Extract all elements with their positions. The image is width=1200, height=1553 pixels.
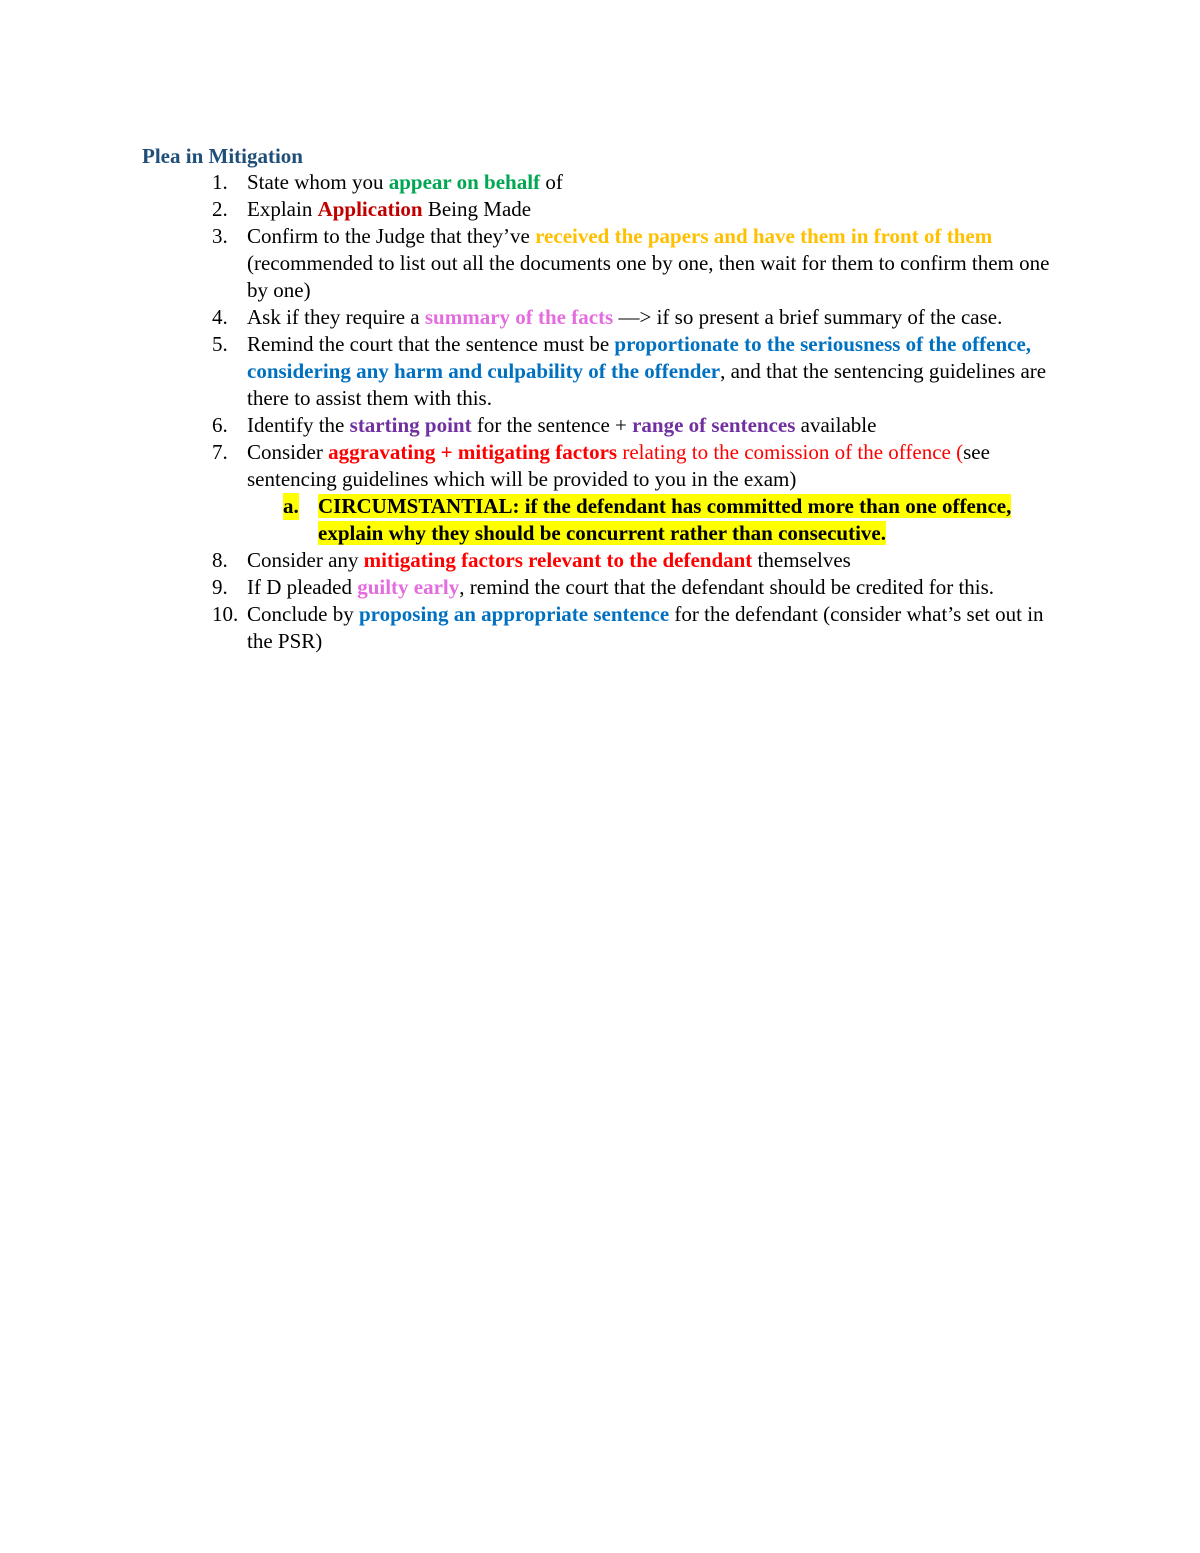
sub-item-a [0, 493, 1058, 547]
item-text: —> if so present a brief summary of the case. [613, 305, 1003, 329]
list-number: 8. [212, 548, 228, 572]
item-text: Consider [247, 440, 329, 464]
item-text: State whom you [247, 170, 389, 194]
item-text: Ask if they require a [247, 305, 425, 329]
keyword-summary-of-facts: summary of the facts [424, 305, 614, 329]
item-text: Confirm to the Judge that they’ve [247, 224, 536, 248]
item-text: Identify the [247, 413, 350, 437]
list-number: 3. [212, 224, 228, 248]
item-text: Being Made [422, 197, 532, 221]
keyword-aggravating-mitigating: aggravating + mitigating factors [328, 440, 618, 464]
item-text: Explain [247, 197, 318, 221]
item-text: available [795, 413, 877, 437]
keyword-starting-point: starting point [349, 413, 472, 437]
keyword-proportionate: proportionate to the seriousness of the offence, considering any harm and culpability of the offender [247, 332, 1032, 383]
item-text: see sentencing guidelines which will be provided to you in the exam) [247, 440, 990, 491]
item-text: of [540, 170, 563, 194]
steps-list [0, 169, 1200, 655]
keyword-guilty-early: guilty early [357, 575, 460, 599]
list-number: 5. [212, 332, 228, 356]
list-item-7 [0, 439, 1057, 493]
item-text: for the defendant (consider what’s set out in the PSR) [247, 602, 1044, 653]
sub-list-letter: a. [283, 494, 299, 518]
list-number: 9. [212, 575, 228, 599]
item-text: , and that the sentencing guidelines are there to assist them with this. [247, 359, 1047, 410]
item-text: for the sentence + [471, 413, 633, 437]
list-number: 1. [212, 170, 228, 194]
document-title: Plea in Mitigation [142, 144, 303, 168]
item-text: Consider any [247, 548, 364, 572]
list-item-4 [0, 304, 1057, 331]
item-text-red: relating to the comission of the offence ( [617, 440, 964, 464]
keyword-range-of-sentences: range of sentences [632, 413, 796, 437]
keyword-received-papers: received the papers and have them in front of them [535, 224, 993, 248]
item-text: Conclude by [247, 602, 359, 626]
item-text: , remind the court that the defendant should be credited for this. [459, 575, 995, 599]
item-text: (recommended to list out all the documents one by one, then wait for them to confirm them one by one) [247, 251, 1050, 302]
list-item-5 [0, 331, 1057, 412]
keyword-appropriate-sentence: proposing an appropriate sentence [358, 602, 670, 626]
list-item-2 [0, 196, 1057, 223]
list-item-3 [0, 223, 1057, 304]
list-number: 10. [212, 602, 239, 626]
keyword-application: Application [317, 197, 423, 221]
list-item-6 [0, 412, 1057, 439]
list-number: 6. [212, 413, 228, 437]
list-item-1 [0, 169, 1057, 196]
keyword-appear-on-behalf: appear on behalf [388, 170, 541, 194]
item-text: themselves [752, 548, 851, 572]
item-text: If D pleaded [247, 575, 358, 599]
keyword-mitigating-defendant: mitigating factors relevant to the defendant [363, 548, 753, 572]
list-number: 7. [212, 440, 228, 464]
item-text: Remind the court that the sentence must be [247, 332, 615, 356]
list-item-10 [0, 601, 1057, 655]
list-number: 4. [212, 305, 228, 329]
list-item-9 [0, 574, 1057, 601]
list-number: 2. [212, 197, 228, 221]
list-item-8 [0, 547, 1057, 574]
highlighted-note: CIRCUMSTANTIAL: if the defendant has committed more than one offence, explain why they should be concurrent rather than consecutive. [318, 494, 1012, 545]
